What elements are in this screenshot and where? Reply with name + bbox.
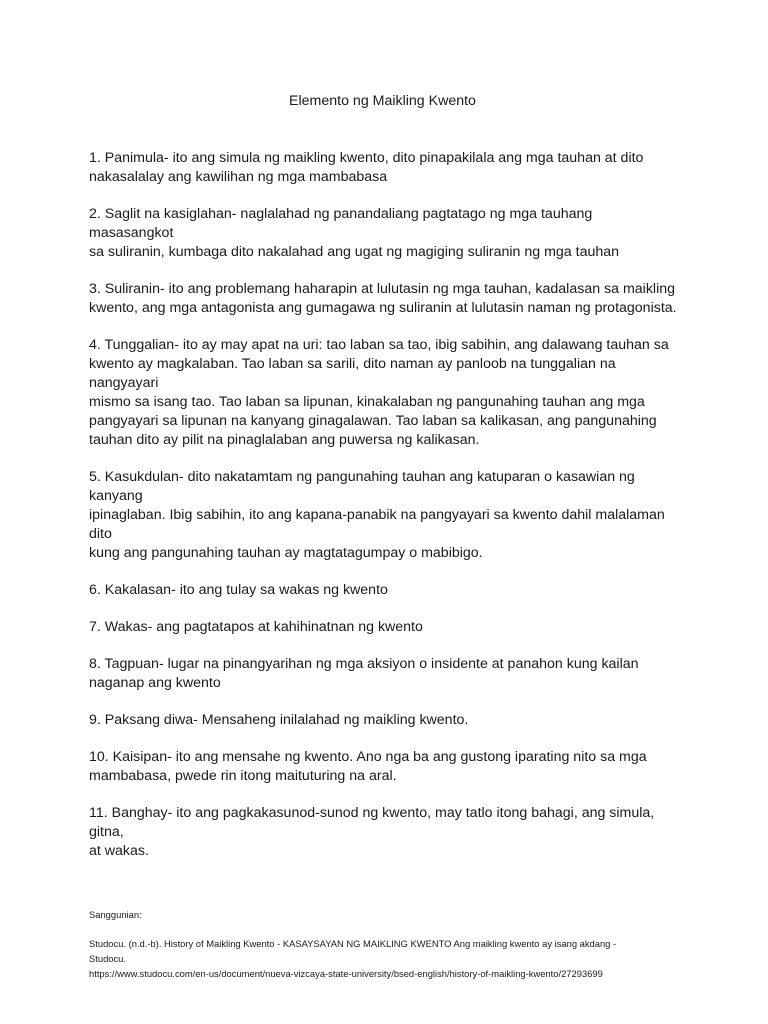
- list-item-wakas: 7. Wakas- ang pagtatapos at kahihinatnan ng kwento: [89, 619, 423, 635]
- list-item-kasukdulan: 5. Kasukdulan- dito nakatamtam ng pangunahing tauhan ang katuparan o kasawian ng kanyang ipinaglaban. Ibig sabihin, ito ang kapana-panabik na pangyayari sa kwento dahil malalaman dito kung ang pangunahing tauhan ay magtatagumpay o mabibigo.: [89, 469, 665, 561]
- list-item-tagpuan: 8. Tagpuan- lugar na pinangyarihan ng mga aksiyon o insidente at panahon kung kailan naganap ang kwento: [89, 656, 639, 691]
- list-item-paksang-diwa: 9. Paksang diwa- Mensaheng inilalahad ng maikling kwento.: [89, 712, 469, 728]
- list-item-saglit-na-kasiglahan: 2. Saglit na kasiglahan- naglalahad ng panandaliang pagtatago ng mga tauhang masasangkot sa suliranin, kumbaga dito nakalahad ang ugat ng magiging suliranin ng mga tauhan: [89, 206, 620, 260]
- references-section: [89, 907, 680, 981]
- list-item-kakalasan: 6. Kakalasan- ito ang tulay sa wakas ng kwento: [89, 582, 388, 598]
- list-item-panimula: 1. Panimula- ito ang simula ng maikling kwento, dito pinapakilala ang mga tauhan at dito nakasalalay ang kawilihan ng mga mambabasa: [89, 150, 644, 185]
- list-item-suliranin: 3. Suliranin- ito ang problemang haharapin at lulutasin ng mga tauhan, kadalasan sa maikling kwento, ang mga antagonista ang gumagawa ng suliranin at lulutasin naman ng protagonista.: [89, 281, 677, 316]
- references-heading: Sanggunian:: [89, 909, 142, 920]
- list-item-kaisipan: 10. Kaisipan- ito ang mensahe ng kwento. Ano nga ba ang gustong iparating nito sa mga mambabasa, pwede rin itong maituturing na aral.: [89, 749, 647, 784]
- list-item-banghay: 11. Banghay- ito ang pagkakasunod-sunod ng kwento, may tatlo itong bahagi, ang simula, gitna, at wakas.: [89, 805, 655, 859]
- document-title: Elemento ng Maikling Kwento: [289, 93, 476, 109]
- list-item-tunggalian: 4. Tunggalian- ito ay may apat na uri: tao laban sa tao, ibig sabihin, ang dalawang tauhan sa kwento ay magkalaban. Tao laban sa sarili, dito naman ay panloob na tunggalian na nangyayari mismo sa isang tao. Tao laban sa lipunan, kinakalaban ng pangunahing tauhan ang mga pangyayari sa lipunan na kanyang ginagalawan. Tao laban sa kalikasan, ang pangunahing tauhan dito ay pilit na pinaglalaban ang puwersa ng kalikasan.: [89, 337, 669, 448]
- reference-entry: Studocu. (n.d.-b). History of Maikling Kwento - KASAYSAYAN NG MAIKLING KWENTO Ang maikling kwento ay isang akdang - Studocu. https://www.studocu.com/en-us/document/nueva-vizcaya-state-university/bsed-english/history-of-maikling-kwento/27293699: [89, 938, 617, 979]
